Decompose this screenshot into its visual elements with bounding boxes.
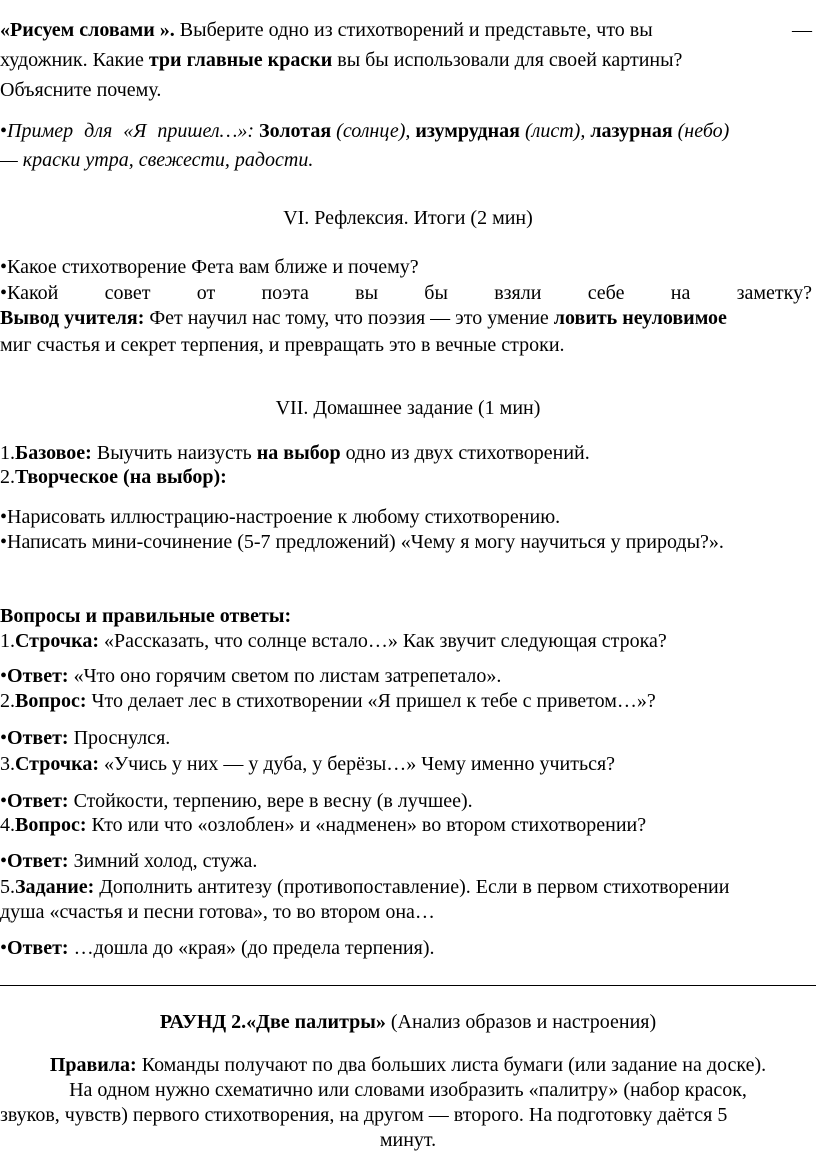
- qa-item: 4.Вопрос: Кто или что «озлоблен» и «надменен» во втором стихотворении?: [0, 814, 647, 836]
- qa-item: •Ответ: Зимний холод, стужа.: [0, 850, 258, 872]
- drawing-example: •Пример для «Я пришел…»: Золотая (солнце), изумрудная (лист), лазурная (небо): [0, 120, 730, 142]
- reflection-q2-word: поэта: [261, 282, 309, 304]
- qa-item: •Ответ: Стойкости, терпению, вере в весну (в лучшее).: [0, 790, 473, 812]
- reflection-q2-word: взяли: [494, 282, 542, 304]
- drawing-task-line3: Объясните почему.: [0, 79, 162, 101]
- qa-item: 5.Задание: Дополнить антитезу (противопоставление). Если в первом стихотворении: [0, 876, 730, 898]
- reflection-q2-word: от: [196, 282, 216, 304]
- qa-item: 2.Вопрос: Что делает лес в стихотворении «Я пришел к тебе с приветом…»?: [0, 690, 656, 712]
- qa-item-continuation: душа «счастья и песни готова», то во втором она…: [0, 901, 435, 923]
- drawing-task-title: «Рисуем словами ».: [0, 19, 175, 41]
- homework-item-1: 1.Базовое: Выучить наизусть на выбор одно из двух стихотворений.: [0, 442, 590, 464]
- reflection-q2-word: себе: [587, 282, 625, 304]
- reflection-heading: VI. Рефлексия. Итоги (2 мин): [283, 207, 533, 229]
- reflection-q2-word: заметку?: [736, 282, 812, 304]
- reflection-q2-word: бы: [424, 282, 448, 304]
- round2-title: РАУНД 2.«Две палитры» (Анализ образов и настроения): [159, 1011, 657, 1033]
- reflection-question-1: •Какое стихотворение Фета вам ближе и почему?: [0, 256, 419, 278]
- reflection-q2-word: •Какой: [0, 282, 59, 304]
- homework-item-2: 2.Творческое (на выбор):: [0, 466, 227, 488]
- homework-heading: VII. Домашнее задание (1 мин): [275, 397, 541, 419]
- drawing-task-dash: —: [792, 19, 812, 41]
- round2-rules: Правила: Команды получают по два больших листа бумаги (или задание на доске).: [49, 1054, 767, 1076]
- drawing-example-line2: — краски утра, свежести, радости.: [0, 149, 314, 171]
- qa-item: •Ответ: …дошла до «края» (до предела терпения).: [0, 937, 435, 959]
- round2-rules-line2: На одном нужно схематично или словами изобразить «палитру» (набор красок,: [69, 1079, 747, 1101]
- homework-option-2: •Написать мини-сочинение (5-7 предложений) «Чему я могу научиться у природы?».: [0, 531, 724, 553]
- reflection-question-2: [0, 281, 812, 305]
- drawing-task-line1: «Рисуем словами ». Выберите одно из стихотворений и представьте, что вы: [0, 19, 653, 41]
- reflection-q2-word: совет: [104, 282, 151, 304]
- qa-item: •Ответ: Проснулся.: [0, 727, 171, 749]
- round2-rules-line4: минут.: [379, 1129, 437, 1151]
- qa-item: 3.Строчка: «Учись у них — у дуба, у берёзы…» Чему именно учиться?: [0, 753, 616, 775]
- qa-heading: Вопросы и правильные ответы:: [0, 605, 292, 627]
- teacher-conclusion-line2: миг счастья и секрет терпения, и превращать это в вечные строки.: [0, 334, 565, 356]
- section-divider: [0, 985, 816, 986]
- qa-item: 1.Строчка: «Рассказать, что солнце встало…» Как звучит следующая строка?: [0, 630, 667, 652]
- qa-item: •Ответ: «Что оно горячим светом по листам затрепетало».: [0, 665, 502, 687]
- teacher-conclusion: Вывод учителя: Фет научил нас тому, что поэзия — это умение ловить неуловимое: [0, 307, 727, 329]
- homework-option-1: •Нарисовать иллюстрацию-настроение к любому стихотворению.: [0, 506, 561, 528]
- round2-rules-line3: звуков, чувств) первого стихотворения, на другом — второго. На подготовку даётся 5: [0, 1104, 728, 1126]
- reflection-q2-word: на: [670, 282, 691, 304]
- drawing-task-line2: художник. Какие три главные краски вы бы использовали для своей картины?: [0, 49, 683, 71]
- reflection-q2-word: вы: [355, 282, 379, 304]
